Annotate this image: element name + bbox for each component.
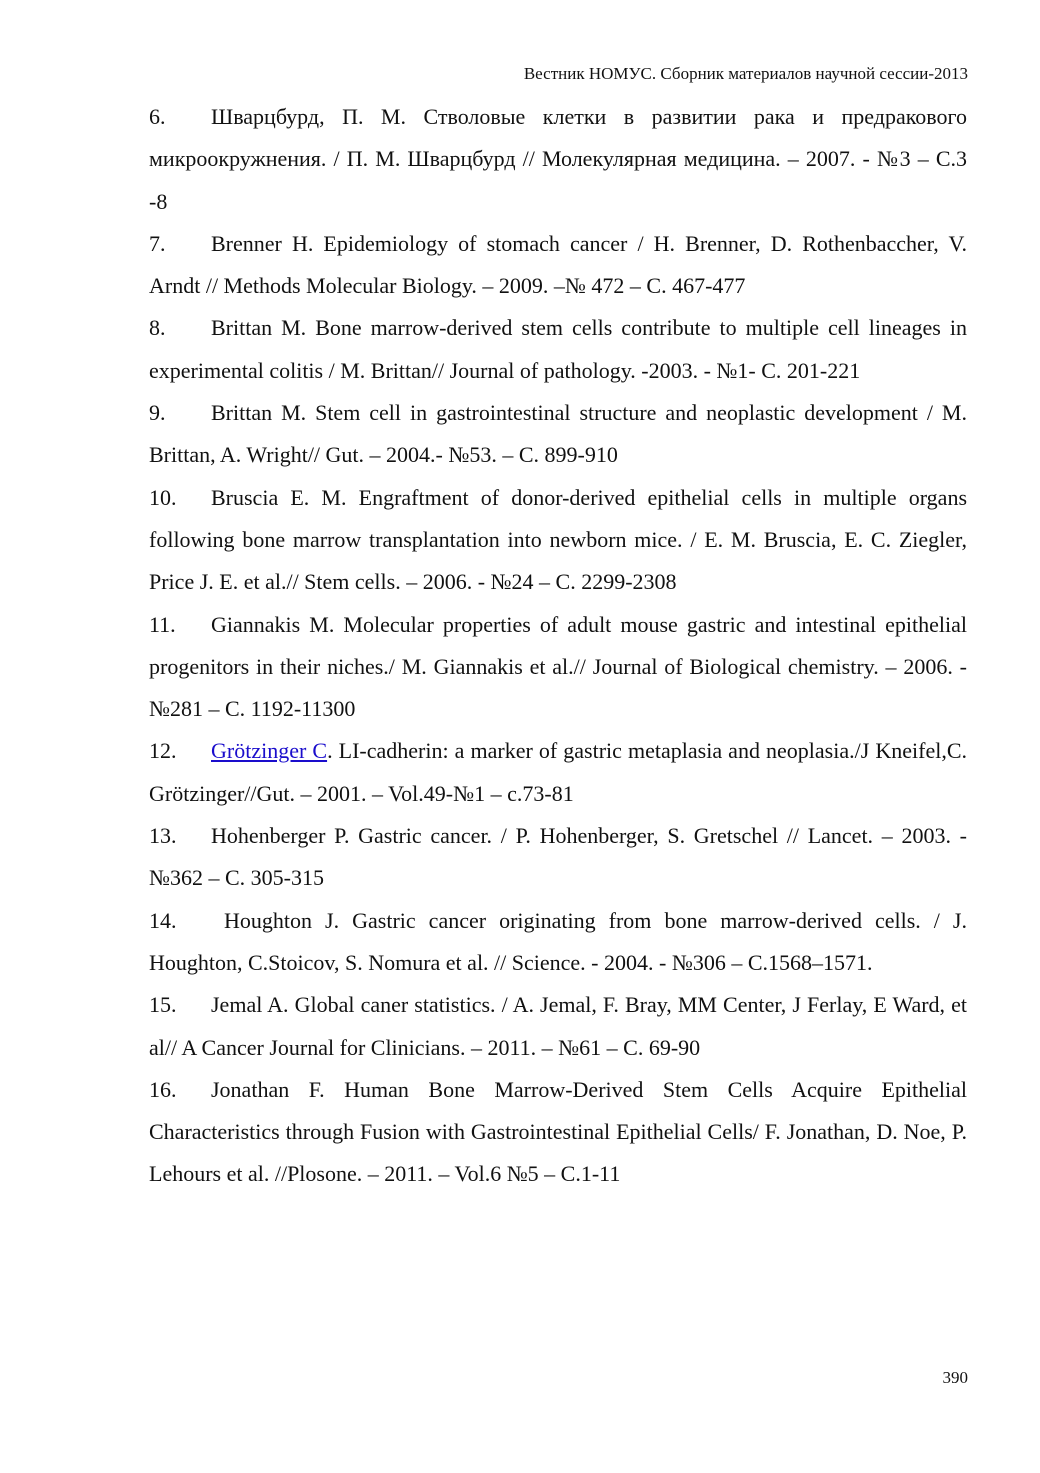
- reference-number: 14.: [149, 907, 177, 933]
- author-link[interactable]: Grötzinger C: [211, 738, 328, 764]
- reference-item: [149, 307, 967, 392]
- reference-item: [149, 984, 967, 1069]
- reference-item: [149, 900, 967, 985]
- reference-text: Houghton J. Gastric cancer originating from bone marrow-derived cells. / J. Houghton, C.Stoicov, S. Nomura et al. // Science. - 2004. - №306 – С.1568–1571.: [149, 907, 967, 975]
- reference-item: [149, 730, 967, 815]
- reference-number: 11.: [149, 611, 176, 637]
- reference-item: [149, 392, 967, 477]
- reference-item: [149, 223, 967, 308]
- page-header: Вестник НОМУС. Сборник материалов научной сессии-2013: [523, 64, 968, 83]
- reference-item: [149, 815, 967, 900]
- reference-number: 9.: [149, 400, 166, 426]
- reference-item: [149, 1069, 967, 1196]
- reference-text: Brittan M. Bone marrow-derived stem cells contribute to multiple cell lineages in experimental colitis / M. Brittan// Journal of pathology. -2003. - №1- С. 201-221: [149, 315, 967, 383]
- reference-number: 13.: [149, 823, 177, 849]
- reference-text: Hohenberger P. Gastric cancer. / P. Hohenberger, S. Gretschel // Lancet. – 2003. - №362 – С. 305-315: [149, 823, 967, 891]
- reference-item: [149, 604, 967, 731]
- reference-text: Bruscia E. M. Engraftment of donor-derived epithelial cells in multiple organs following bone marrow transplantation into newborn mice. / E. M. Bruscia, E. C. Ziegler, Price J. E. et al.// Stem cells. – 2006. - №24 – С. 2299-2308: [149, 484, 967, 595]
- reference-number: 16.: [149, 1076, 177, 1102]
- reference-text: . LI-cadherin: a marker of gastric metaplasia and neoplasia./J Kneifel,C. Grötzinger//Gut. – 2001. – Vol.49-№1 – с.73-81: [149, 738, 967, 806]
- reference-text: Jemal A. Global caner statistics. / A. Jemal, F. Bray, MM Center, J Ferlay, E Ward, et al// A Cancer Journal for Clinicians. – 2011. – №61 – С. 69-90: [149, 992, 967, 1060]
- reference-number: 15.: [149, 992, 177, 1018]
- reference-list: [149, 96, 967, 1196]
- reference-number: 12.: [149, 738, 177, 764]
- reference-text: Brenner H. Epidemiology of stomach cancer / H. Brenner, D. Rothenbaccher, V. Arndt // Methods Molecular Biology. – 2009. –№ 472 – С. 467-477: [149, 230, 967, 299]
- reference-number: 8.: [149, 315, 166, 341]
- reference-number: 7.: [149, 230, 166, 256]
- reference-number: 6.: [149, 104, 166, 129]
- page-number: 390: [942, 1368, 968, 1387]
- reference-item: [149, 477, 967, 604]
- reference-item: [149, 96, 967, 223]
- reference-number: 10.: [149, 484, 177, 510]
- reference-text: Giannakis M. Molecular properties of adult mouse gastric and intestinal epithelial progenitors in their niches./ M. Giannakis et al.// Journal of Biological chemistry. – 2006. - №281 – С. 1192-11300: [149, 611, 967, 722]
- reference-text: Jonathan F. Human Bone Marrow-Derived Stem Cells Acquire Epithelial Characteristics through Fusion with Gastrointestinal Epithelial Cells/ F. Jonathan, D. Noe, P. Lehours et al. //Plosone. – 2011. – Vol.6 №5 – С.1-11: [149, 1076, 967, 1187]
- reference-text: Шварцбурд, П. М. Стволовые клетки в развитии рака и предракового микроокружнения. / П. М. Шварцбурд // Молекулярная медицина. – 2007. - №3 – С.3 -8: [149, 104, 967, 214]
- reference-text: Brittan M. Stem cell in gastrointestinal structure and neoplastic development / M. Brittan, A. Wright// Gut. – 2004.- №53. – С. 899-910: [149, 400, 967, 468]
